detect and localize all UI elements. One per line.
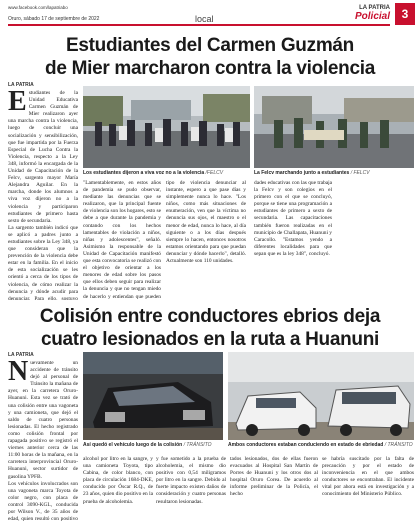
article2-col2-text: alcohol por litro en la sangre, y una camioneta Toyota, tipo Cabina, de color blanco, con placa de circulación 1684-DKE, conducido por Óscar R.Q., de 23 años, quien dio positivo en la prueba de alcoholemia. [83,456,153,505]
article2-photo-crash [228,352,414,440]
masthead-rule [8,24,390,26]
issue-date: Oruro, sábado 17 de septiembre de 2022 [8,16,100,22]
crash-photo-image [228,352,414,440]
march-photo-image [83,86,250,168]
article2-photo2-caption [228,442,414,448]
article1-column-6 [336,180,414,300]
article2-photo1-caption [83,442,223,448]
article1-col4-text: tipo de violencia denunciar al instante, espero a que pase días y simplemente nunca lo hace. "Los niños, como más situaciones de enumeración, ven que la víctima no denuncia sus ojos, el maestro o el menor de edad, nunca lo hace, al día siguiente o a los días después siempre lo hacen, entonces nosotros estamos orientando para que puedan denunciar y dónde hacerlo", detalló. Actualmente son 110 unidades. [166,180,246,265]
article2-headline[interactable] [10,305,410,351]
photo3-caption-text: Así quedó el vehículo luego de la colisión [83,442,183,448]
article2-column-2 [83,456,153,522]
article2-byline: LA PATRIA [8,352,34,358]
article1-headline-line2: de Mier marcharon contra la violencia [45,58,375,79]
article1-photo-march [83,86,250,168]
photo4-credit: / TRÁNSITO [384,442,413,448]
article1-photo-felcv [254,86,414,168]
article2-column-4 [230,456,318,522]
article2-headline-line1: Colisión entre conductores ebrios deja [39,306,381,327]
photo3-credit: / TRÁNSITO [183,442,212,448]
photo1-caption-text: Los estudiantes dijeron a viva voz no a la violencia [83,170,205,176]
photo2-caption-text: La Felcv marchando junto a estudiantes [254,170,350,176]
brand-name: LA PATRIA [359,5,390,11]
article1-col5-text: dades educativas con las que trabaja la Felcv y son colegios en el primero con el que se concluyó, porque se tiene una programación a estudiantes de primero a sexto de secundaria. Las capacitaciones también fueron realizadas en el municipio de Challapata, Huanuni y Caracollo. "Estamos yendo a diferentes localidades para que sepan que es la ley 348", concluyó. [254,180,332,257]
facebook-link[interactable]: www.facebook.com/lapatriabo [8,5,68,10]
article1-photo1-caption [83,170,253,176]
brand-section: Policial [354,11,390,22]
article2-headline-line2: cuatro lesionados en la ruta a Huanuni [40,329,380,350]
article2-column-1 [8,360,78,522]
article2-photo-vehicle [83,352,223,440]
photo4-caption-text: Ambos conductores estaban conduciendo en estado de ebriedad [228,442,384,448]
vehicle-photo-image [83,352,223,440]
article2-col1b-text: Los vehículos involucrados son una vagoneta marca Toyota de color negro, con placa de control 3090-KGL, conducida por Wilson V., de 35 años de edad, quien resultó con positivo [8,480,78,522]
article1-col2-text: La sargento también indicó que se aplicó a padres junto a estudiantes sobre la Ley 348, ya que consideran que la prevención de la violencia debe estar en la familia. En el inicio de esta socialización se les orientó a cerca de los tipos de violencia, de cómo realizar la denuncia y dónde acudir para denunciar. Para ello, sostuvo [8,224,78,300]
article1-headline-line1: Estudiantes del Carmen Guzmán [66,35,354,56]
article1-col1-text: studiantes de la Unidad Educativa Carmen Guzmán de Mier realizaron ayer una marcha contra la violencia, luego de concluir una socialización y sensibilización, que fue impartida por la Fuerza Especial de Lucha Contra la Violencia, respecto a la Ley 348, informó la encargada de la Unidad de Capacitación de la Felcv, sargento mayor María Alejandra Aguilar. En la marcha, donde los alumnos a viva voz dijeron no a la violencia y participaron estudiantes de primero hasta sexto de secundaria. [8,90,78,224]
article1-headline[interactable] [10,34,410,80]
photo2-credit: / FELCV [350,170,370,176]
article1-photo2-caption [254,170,414,176]
article1-column-1 [8,90,78,300]
article1-column-5 [254,180,332,300]
section-label: local [195,14,214,24]
article2-column-5 [322,456,414,522]
felcv-photo-image [254,86,414,168]
article1-column-4 [166,180,246,300]
article2-col4-text: tados lesionados, dos de ellas fueron evacuados al Hospital San Martín de Porres de Huanuni y los otros dos al hospital Oruro Corea. De acuerdo al informe preliminar de la Policía, el hecho [230,456,318,498]
masthead [0,0,420,30]
article1-byline: LA PATRIA [8,82,34,88]
article2-col1-text: uevamente un accidente de tránsito dejó al personal de Tránsito la mañana de ayer, en la carretera Oruro-Huanuni. Esta vez se trató de una colisión entre una vagoneta y una camioneta, que dejó el saldo de cuatro personas lesionadas. El hecho registrado como colisión frontal por rapagada positivo se registró el viernes anterior cerca de las 11:00 horas de la mañana, en la carretera interprovincial Oruro-Huanuni, sector surtidor de gasolina YPFB. [8,360,78,480]
page-number: 3 [395,3,415,25]
article2-col3-text: y fue sometido a la prueba de alcoholemia, el mismo dio positivo con 0,54 miligramos por litro en la sangre. Debido al fuerte impacto existen daños de consideración y cuatro personas resultaron lesionadas. [156,456,226,505]
article2-col5-text: se habría suscitado por la falta de precaución y por el estado de inconveniencia en el que ambos conductores se encontraban. El incidente vital por ahora está en investigación y a conocimiento del Ministerio Público. [322,456,414,498]
article2-dropcap: N [8,360,29,387]
article1-column-3 [83,180,161,300]
photo1-credit: /FELCV [205,170,224,176]
article1-col3-text: "Lamentablemente, en estos años de pandemia se pudo observar, mediante las denuncias que se realizaron, que la principal fuente de violencia son los hogares, esto se debe a que durante la pandemia y contando con los hechos lamentables de violación a niños, niñas y adolescentes", señaló. Asimismo la responsable de la Unidad de Capacitación manifestó que esta convocatoria se realizó con el objetivo de orientar a los menores de edad sobre los pasos que ellos deben seguir para realizar la denuncia y que no tengan miedo de hacerlo y entiendan que pueden [83,180,161,300]
article2-column-3 [156,456,226,522]
article1-dropcap: E [8,90,27,117]
